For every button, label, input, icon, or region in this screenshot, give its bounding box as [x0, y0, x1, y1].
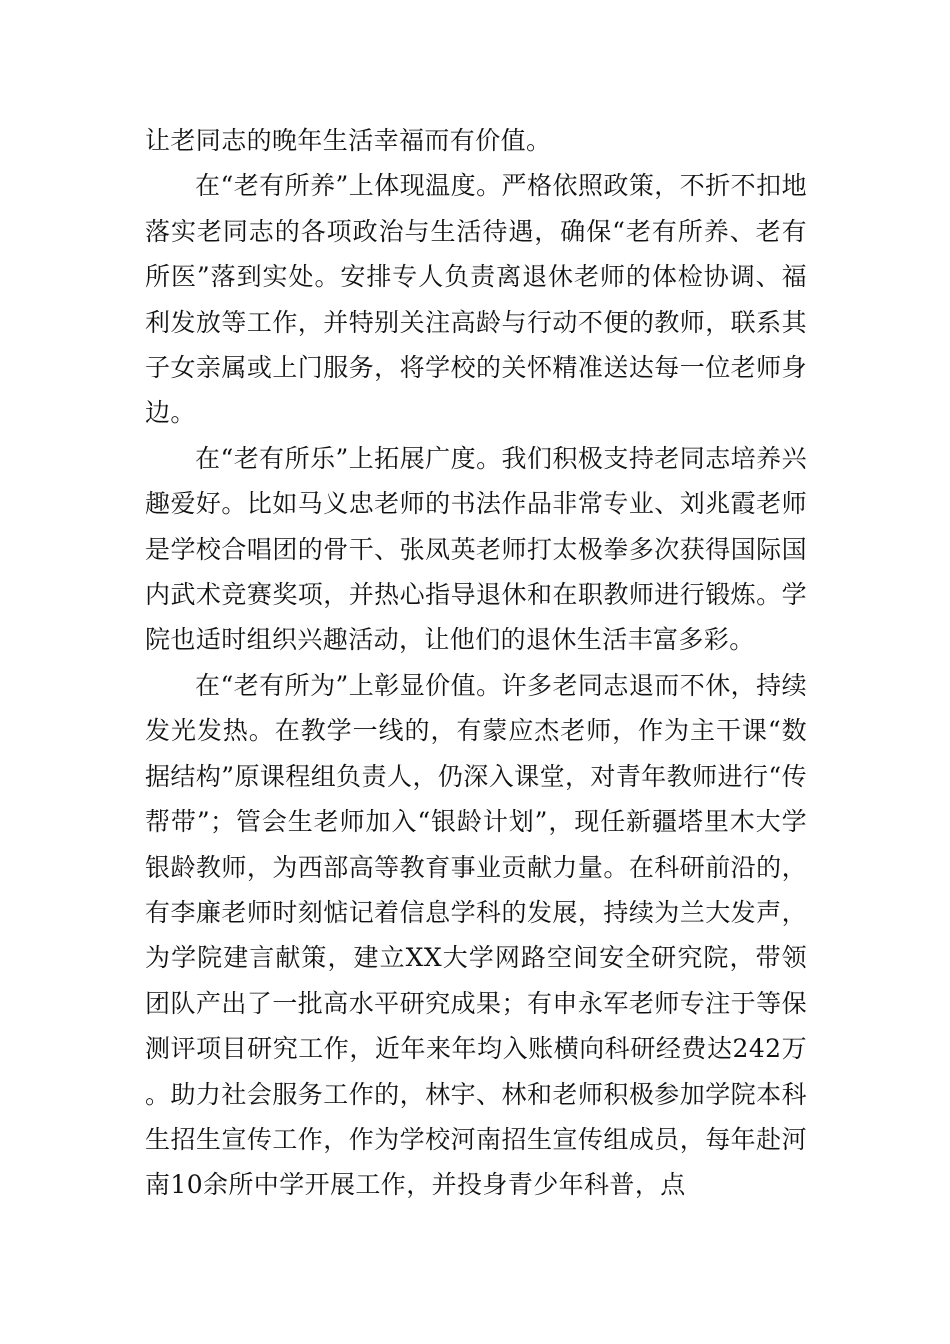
paragraph-continuation: 让老同志的晚年生活幸福而有价值。	[145, 126, 552, 155]
body-text	[145, 118, 807, 1208]
paragraph-lao-you-suo-wei: 在“老有所为”上彰显价值。许多老同志退而不休，持续发光发热。在教学一线的，有蒙应杰老师，作为主干课“数据结构”原课程组负责人，仍深入课堂，对青年教师进行“传帮带”；管会生老师加入“银龄计划”，现任新疆塔里木大学银龄教师，为西部高等教育事业贡献力量。在科研前沿的，有李廉老师时刻惦记着信息学科的发展，持续为兰大发声，为学院建言献策，建立XX大学网路空间安全研究院，带领团队产出了一批高水平研究成果；有申永军老师专注于等保测评项目研究工作，近年来年均入账横向科研经费达242万。助力社会服务工作的，林宇、林和老师积极参加学院本科生招生宣传工作，作为学校河南招生宣传组成员，每年赴河南10余所中学开展工作，并投身青少年科普，点	[145, 670, 807, 1200]
paragraph-lao-you-suo-le: 在“老有所乐”上拓展广度。我们积极支持老同志培养兴趣爱好。比如马义忠老师的书法作品非常专业、刘兆霞老师是学校合唱团的骨干、张凤英老师打太极拳多次获得国际国内武术竞赛奖项，并热心指导退休和在职教师进行锻炼。学院也适时组织兴趣活动，让他们的退休生活丰富多彩。	[145, 443, 807, 655]
paragraph-lao-you-suo-yang: 在“老有所养”上体现温度。严格依照政策，不折不扣地落实老同志的各项政治与生活待遇，确保“老有所养、老有所医”落到实处。安排专人负责离退休老师的体检协调、福利发放等工作，并特别关注高龄与行动不便的教师，联系其子女亲属或上门服务，将学校的关怀精准送达每一位老师身边。	[145, 171, 807, 428]
